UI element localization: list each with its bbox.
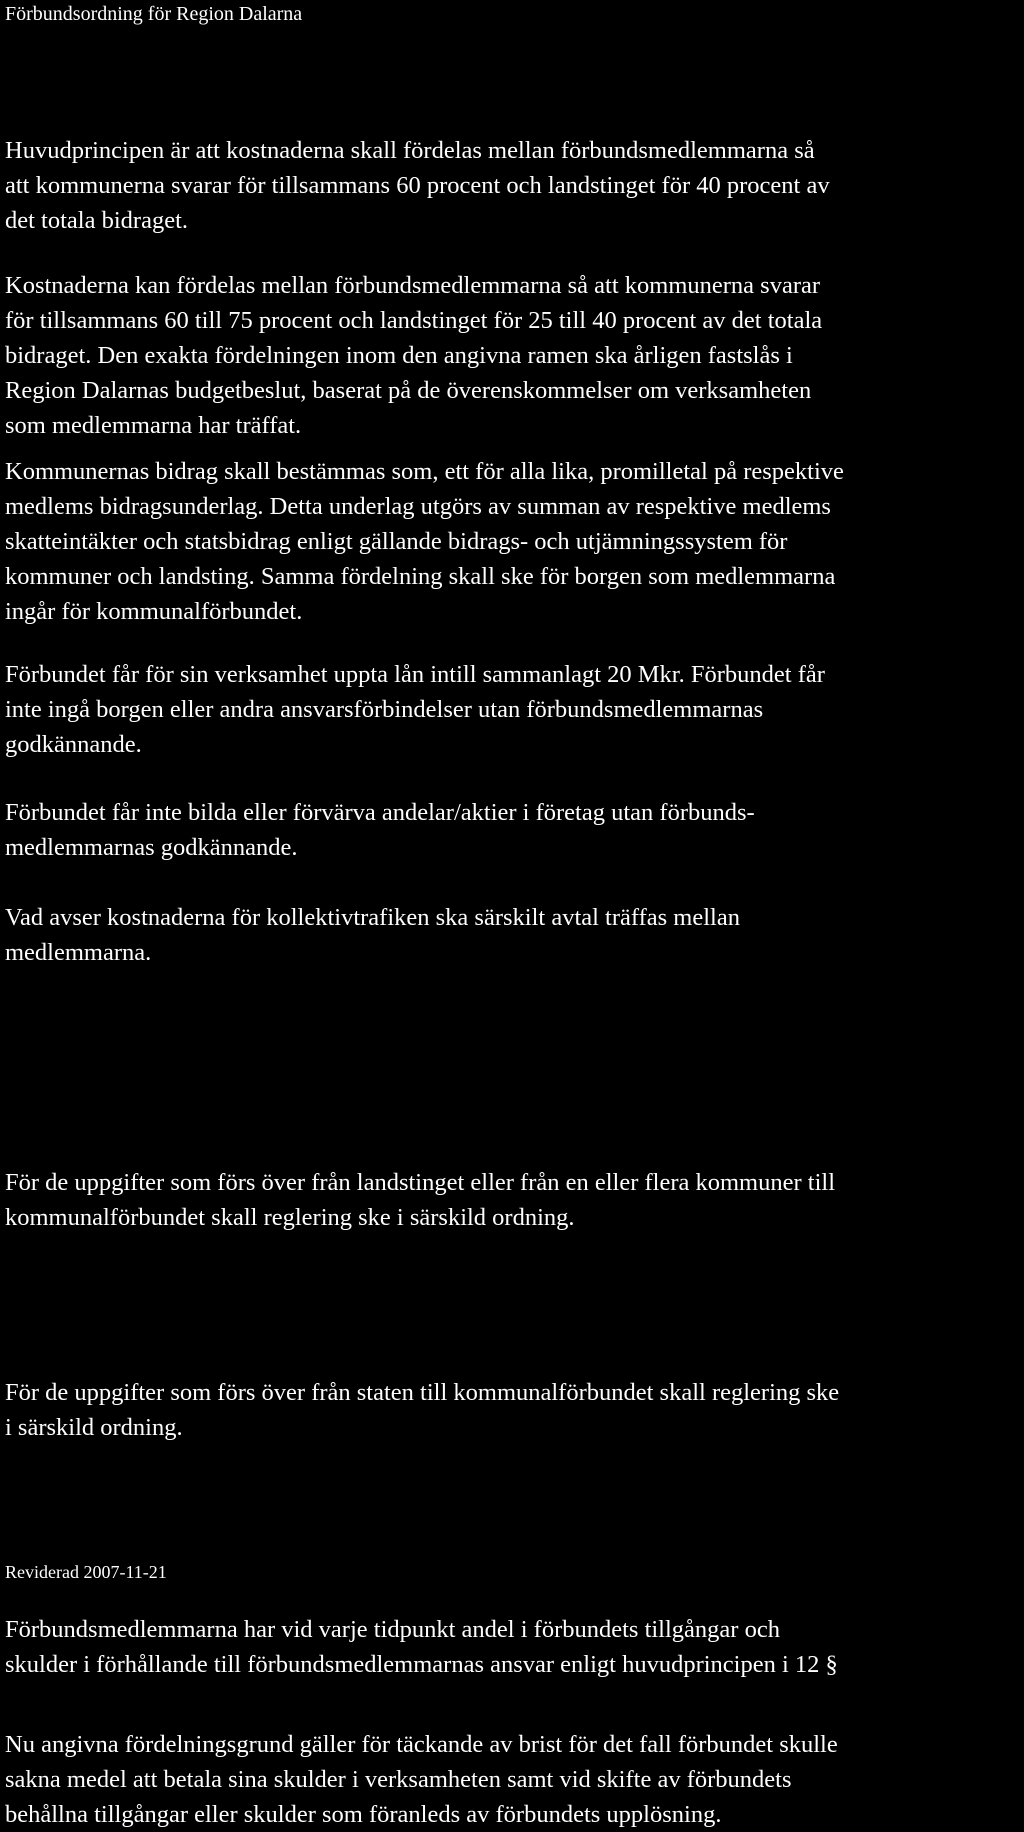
text-line: kommunalförbundet skall reglering ske i särskild ordning. <box>5 1204 575 1231</box>
paragraph-transferred-tasks <box>5 1165 1019 1235</box>
text-line: i särskild ordning. <box>5 1414 183 1441</box>
text-line: skatteintäkter och statsbidrag enligt gällande bidrags- och utjämningssystem för <box>5 528 788 555</box>
text-line: Förbundsmedlemmarna har vid varje tidpunkt andel i förbundets tillgångar och <box>5 1616 780 1643</box>
text-line: ingår för kommunalförbundet. <box>5 598 303 625</box>
text-line: sakna medel att betala sina skulder i verksamheten samt vid skifte av förbundets <box>5 1766 792 1793</box>
text-line: som medlemmarna har träffat. <box>5 412 302 439</box>
text-line: Region Dalarnas budgetbeslut, baserat på de överenskommelser om verksamheten <box>5 377 812 404</box>
text-line: Vad avser kostnaderna för kollektivtrafiken ska särskilt avtal träffas mellan <box>5 904 740 931</box>
paragraph-public-transport <box>5 900 1019 970</box>
text-line: medlemmarnas godkännande. <box>5 834 298 861</box>
text-line: att kommunerna svarar för tillsammans 60 procent och landstinget för 40 procent av <box>5 172 830 199</box>
text-line: bidraget. Den exakta fördelningen inom den angivna ramen ska årligen fastslås i <box>5 342 793 369</box>
text-line: Kommunernas bidrag skall bestämmas som, ett för alla lika, promilletal på respektive <box>5 458 844 485</box>
text-line: det totala bidraget. <box>5 207 188 234</box>
text-line: medlemmarna. <box>5 939 152 966</box>
paragraph-municipal-contribution <box>5 454 1019 629</box>
paragraph-cost-principle <box>5 133 1019 238</box>
paragraph-assets-share <box>5 1612 1019 1682</box>
text-line: Förbundet får för sin verksamhet uppta lån intill sammanlagt 20 Mkr. Förbundet får <box>5 661 825 688</box>
paragraph-state-tasks <box>5 1375 1019 1445</box>
text-line: För de uppgifter som förs över från landstinget eller från en eller flera kommuner till <box>5 1169 835 1196</box>
paragraph-loans <box>5 657 1019 762</box>
text-line: Kostnaderna kan fördelas mellan förbundsmedlemmarna så att kommunerna svarar <box>5 272 821 299</box>
text-line: skulder i förhållande till förbundsmedlemmarnas ansvar enligt huvudprincipen i 12 § <box>5 1651 838 1678</box>
text-line: Förbundet får inte bilda eller förvärva andelar/aktier i företag utan förbunds- <box>5 799 755 826</box>
revision-note: Reviderad 2007-11-21 <box>5 1562 167 1582</box>
text-line: behållna tillgångar eller skulder som föranleds av förbundets upplösning. <box>5 1801 722 1828</box>
paragraph-cost-range <box>5 268 1019 443</box>
text-line: Nu angivna fördelningsgrund gäller för täckande av brist för det fall förbundet skulle <box>5 1731 838 1758</box>
text-line: Huvudprincipen är att kostnaderna skall fördelas mellan förbundsmedlemmarna så <box>5 137 815 164</box>
text-line: inte ingå borgen eller andra ansvarsförbindelser utan förbundsmedlemmarnas <box>5 696 764 723</box>
text-line: medlems bidragsunderlag. Detta underlag utgörs av summan av respektive medlems <box>5 493 831 520</box>
text-line: För de uppgifter som förs över från staten till kommunalförbundet skall reglering ske <box>5 1379 840 1406</box>
document-header: Förbundsordning för Region Dalarna <box>5 3 303 25</box>
text-line: godkännande. <box>5 731 142 758</box>
paragraph-shares <box>5 795 1019 865</box>
text-line: kommuner och landsting. Samma fördelning skall ske för borgen som medlemmarna <box>5 563 836 590</box>
text-line: för tillsammans 60 till 75 procent och landstinget för 25 till 40 procent av det totala <box>5 307 823 334</box>
paragraph-deficit-coverage <box>5 1727 1019 1832</box>
